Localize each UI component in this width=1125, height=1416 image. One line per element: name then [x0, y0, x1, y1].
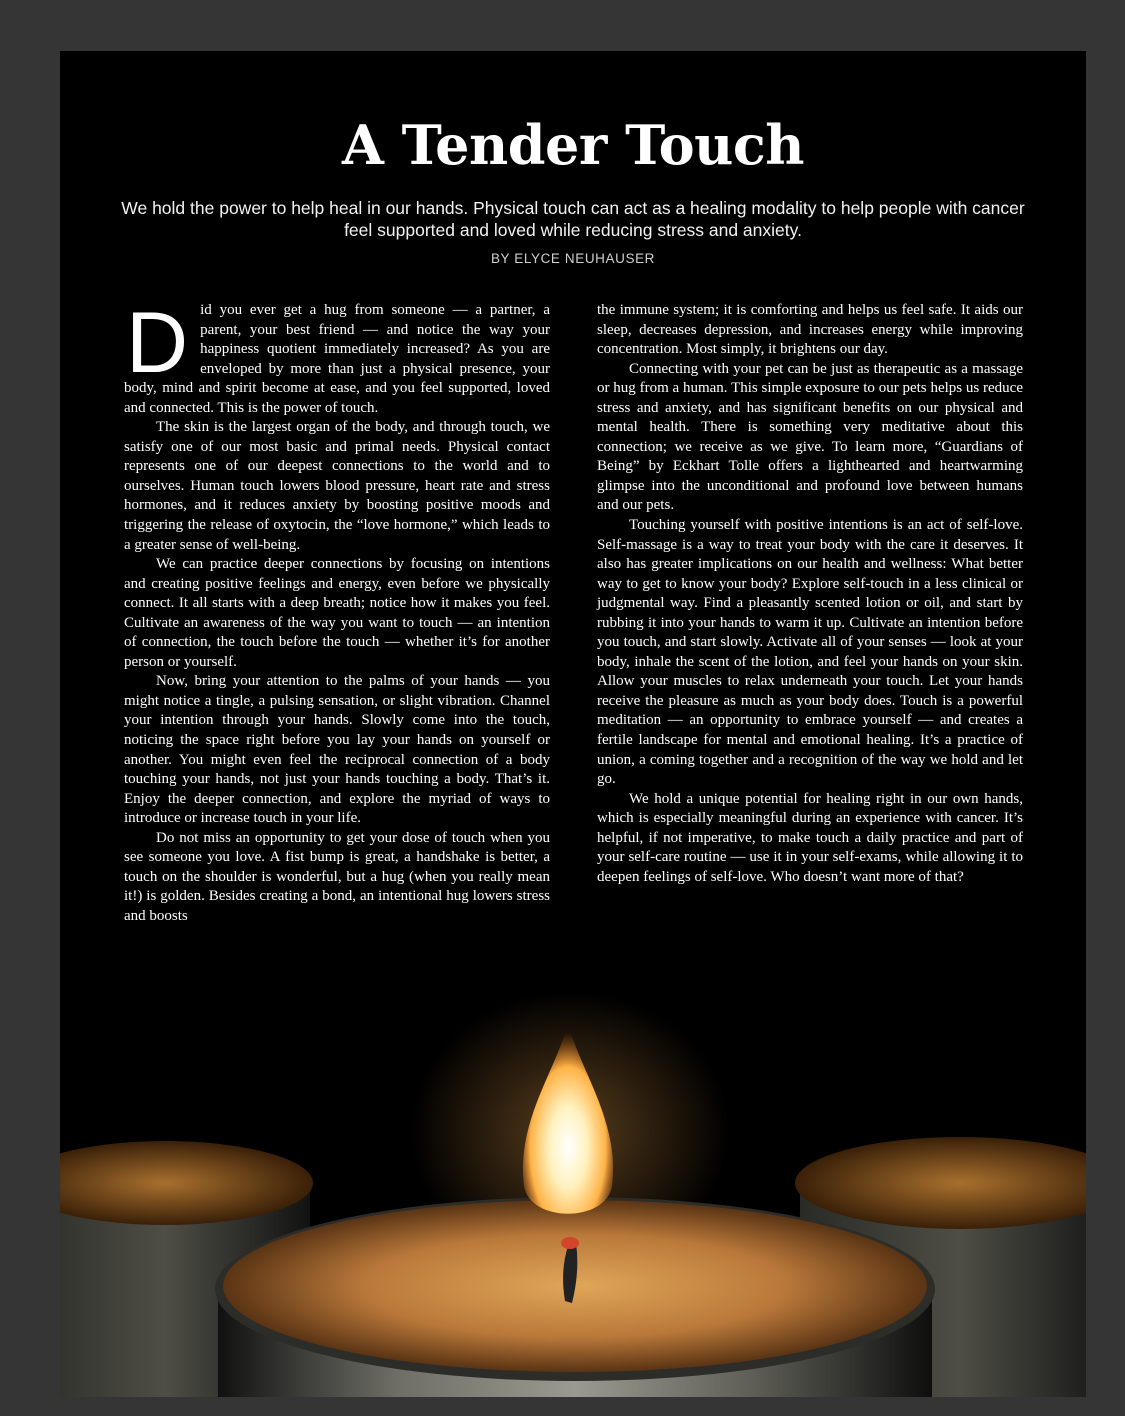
magazine-page [60, 51, 1086, 1397]
paragraph: The skin is the largest organ of the body, and through touch, we satisfy one of our most basic and primal needs. Physical contact represents one of our deepest connections to the world and to ourselves. Human touch lowers blood pressure, heart rate and stress hormones, and it reduces anxiety by boosting positive moods and triggering the release of oxytocin, the “love hormone,” which leads to a greater sense of well-being. [124, 419, 550, 553]
article-title: A Tender Touch [341, 113, 805, 177]
left-column [124, 295, 550, 927]
paragraph: the immune system; it is comforting and helps us feel safe. It aids our sleep, decreases depression, and increases energy while improving concentration. Most simply, it brightens our day. [597, 302, 1023, 358]
paragraph: Touching yourself with positive intentions is an act of self-love. Self-massage is a way to treat your body with the care it deserves. It also has greater implications on our health and wellness: What better way to get to know your body? Explore self-touch in a less clinical or judgmental way. Find a pleasantly scented lotion or oil, and start by rubbing it into your hands to warm it up. Cultivate an intention before you touch, and start slowly. Activate all of your senses — look at your body, inhale the scent of the lotion, and feel your hands on your skin. Allow your muscles to relax underneath your touch. Let your hands receive the pleasure as much as your body does. Touch is a powerful meditation — an opportunity to embrace yourself — and creates a fertile landscape for mental and emotional healing. It’s a practice of union, a coming together and a recognition of the way we hold and let go. [597, 517, 1023, 788]
wick-ember [561, 1237, 579, 1249]
center-candle [215, 1197, 935, 1397]
paragraph: Connecting with your pet can be just as therapeutic as a massage or hug from a human. This simple exposure to our pets helps us reduce stress and anxiety, and has significant benefits on our physical and mental health. There is something very meditative about this connection; we receive as we give. To learn more, “Guardians of Being” by Eckhart Tolle offers a lighthearted and heartwarming glimpse into the unconditional and profound love between humans and our pets. [597, 360, 1023, 514]
article-dek: We hold the power to help heal in our hands. Physical touch can act as a healing modality to help people with cancer feel supported and loved while reducing stress and anxiety. [121, 198, 1025, 240]
paragraph-text: id you ever get a hug from someone — a partner, a parent, your best friend — and notice the way your happiness quotient immediately increased? As you are enveloped by more than just a physical presence, your body, mind and spirit become at ease, and you feel supported, loved and connected. This is the power of touch. [124, 302, 550, 416]
candle-photo [60, 951, 1086, 1397]
article-byline: BY ELYCE NEUHAUSER [490, 251, 656, 266]
paragraph: We hold a unique potential for healing right in our own hands, which is especially meaningful during an experience with cancer. It’s helpful, if not imperative, to make touch a daily practice and part of your self-care routine — use it in your self-exams, while allowing it to deepen feelings of self-love. Who doesn’t want more of that? [597, 790, 1023, 885]
paragraph: Do not miss an opportunity to get your dose of touch when you see someone you love. A fist bump is great, a handshake is better, a touch on the shoulder is wonderful, but a hug (when you really mean it!) is golden. Besides creating a bond, an intentional hug lowers stress and boosts [124, 829, 550, 924]
paragraph: We can practice deeper connections by focusing on intentions and creating positive feelings and energy, even before we physically connect. It all starts with a deep breath; notice how it makes you feel. Cultivate an awareness of the way you want to touch — an intention of connection, the touch before the touch — whether it’s for another person or yourself. [124, 556, 550, 670]
paragraph: Now, bring your attention to the palms of your hands — you might notice a tingle, a pulsing sensation, or slight vibration. Channel your intention through your hands. Slowly come into the touch, noticing the space right before you lay your hands on yourself or another. You might even feel the reciprocal connection of a body touching your hands, not just your hands touching a body. That’s it. Enjoy the deeper connection, and explore the myriad of ways to introduce or increase touch in your life. [124, 673, 550, 827]
right-column [597, 301, 1023, 887]
paragraph [124, 295, 550, 418]
drop-cap: D [126, 295, 189, 391]
